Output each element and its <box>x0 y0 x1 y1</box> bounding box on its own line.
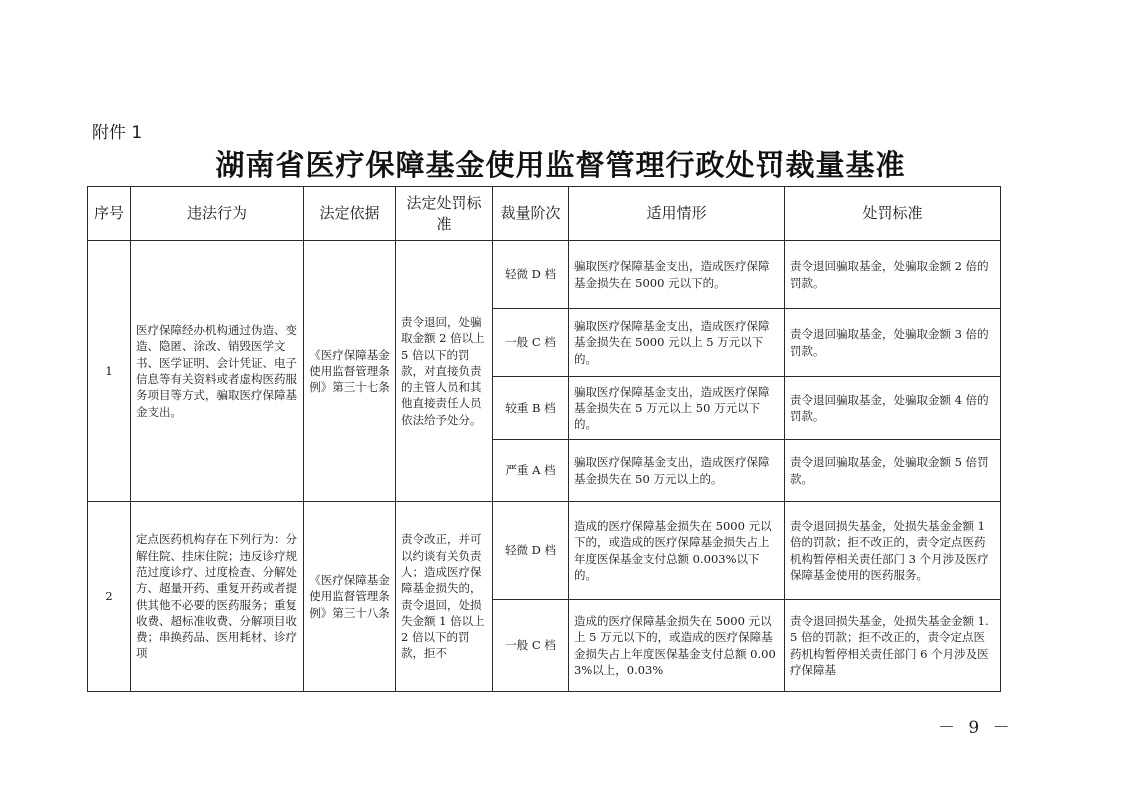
header-punishment: 处罚标准 <box>785 187 1001 241</box>
header-penalty-standard: 法定处罚标准 <box>396 187 493 241</box>
header-row <box>88 187 1001 241</box>
tier-situation: 骗取医疗保障基金支出，造成医疗保障基金损失在 5 万元以上 50 万元以下的。 <box>569 377 785 440</box>
header-violation: 违法行为 <box>131 187 304 241</box>
item-seq: 2 <box>88 502 131 692</box>
tier-situation: 骗取医疗保障基金支出，造成医疗保障基金损失在 5000 元以上 5 万元以下的。 <box>569 309 785 377</box>
tier-situation: 造成的医疗保障基金损失在 5000 元以下的，或造成的医疗保障基金损失占上年度医保基金支付总额 0.003%以下的。 <box>569 502 785 600</box>
tier-punishment: 责令退回骗取基金，处骗取金额 2 倍的罚款。 <box>785 241 1001 309</box>
tier-punishment: 责令退回损失基金，处损失基金金额 1 倍的罚款；拒不改正的，责令定点医药机构暂停相关责任部门 3 个月涉及医疗保障基金使用的医药服务。 <box>785 502 1001 600</box>
item-seq: 1 <box>88 241 131 502</box>
tier-situation: 骗取医疗保障基金支出，造成医疗保障基金损失在 50 万元以上的。 <box>569 440 785 502</box>
tier-label: 严重 A 档 <box>493 440 569 502</box>
tier-situation: 造成的医疗保障基金损失在 5000 元以上 5 万元以下的，或造成的医疗保障基金损失占上年度医保基金支付总额 0.003%以上，0.03% <box>569 600 785 692</box>
tier-label: 轻微 D 档 <box>493 502 569 600</box>
table-row <box>88 502 1001 600</box>
tier-label: 一般 C 档 <box>493 600 569 692</box>
tier-punishment: 责令退回骗取基金，处骗取金额 3 倍的罚款。 <box>785 309 1001 377</box>
attachment-label: 附件 1 <box>92 123 143 143</box>
item-penalty-standard: 责令退回，处骗取金额 2 倍以上 5 倍以下的罚款，对直接负责的主管人员和其他直接责任人员依法给予处分。 <box>396 241 493 502</box>
tier-label: 较重 B 档 <box>493 377 569 440</box>
penalty-table <box>87 186 1001 692</box>
document-title: 湖南省医疗保障基金使用监督管理行政处罚裁量基准 <box>215 148 906 182</box>
item-penalty-standard: 责令改正，并可以约谈有关负责人；造成医疗保障基金损失的，责令退回，处损失金额 1 倍以上 2 倍以下的罚款，拒不 <box>396 502 493 692</box>
item-basis: 《医疗保障基金使用监督管理条例》第三十七条 <box>304 241 396 502</box>
header-seq: 序号 <box>88 187 131 241</box>
page-number: － 9 － <box>938 718 1014 738</box>
tier-punishment: 责令退回损失基金，处损失基金金额 1.5 倍的罚款；拒不改正的，责令定点医药机构暂停相关责任部门 6 个月涉及医疗保障基 <box>785 600 1001 692</box>
tier-situation: 骗取医疗保障基金支出，造成医疗保障基金损失在 5000 元以下的。 <box>569 241 785 309</box>
tier-punishment: 责令退回骗取基金，处骗取金额 5 倍罚款。 <box>785 440 1001 502</box>
table-row <box>88 241 1001 309</box>
tier-punishment: 责令退回骗取基金，处骗取金额 4 倍的罚款。 <box>785 377 1001 440</box>
header-basis: 法定依据 <box>304 187 396 241</box>
tier-label: 一般 C 档 <box>493 309 569 377</box>
item-basis: 《医疗保障基金使用监督管理条例》第三十八条 <box>304 502 396 692</box>
item-violation: 医疗保障经办机构通过伪造、变造、隐匿、涂改、销毁医学文书、医学证明、会计凭证、电子信息等有关资料或者虚构医药服务项目等方式，骗取医疗保障基金支出。 <box>131 241 304 502</box>
header-tier: 裁量阶次 <box>493 187 569 241</box>
item-violation: 定点医药机构存在下列行为：分解住院、挂床住院；违反诊疗规范过度诊疗、过度检查、分解处方、超量开药、重复开药或者提供其他不必要的医药服务；重复收费、超标准收费、分解项目收费；串换药品、医用耗材、诊疗项 <box>131 502 304 692</box>
header-situation: 适用情形 <box>569 187 785 241</box>
tier-label: 轻微 D 档 <box>493 241 569 309</box>
